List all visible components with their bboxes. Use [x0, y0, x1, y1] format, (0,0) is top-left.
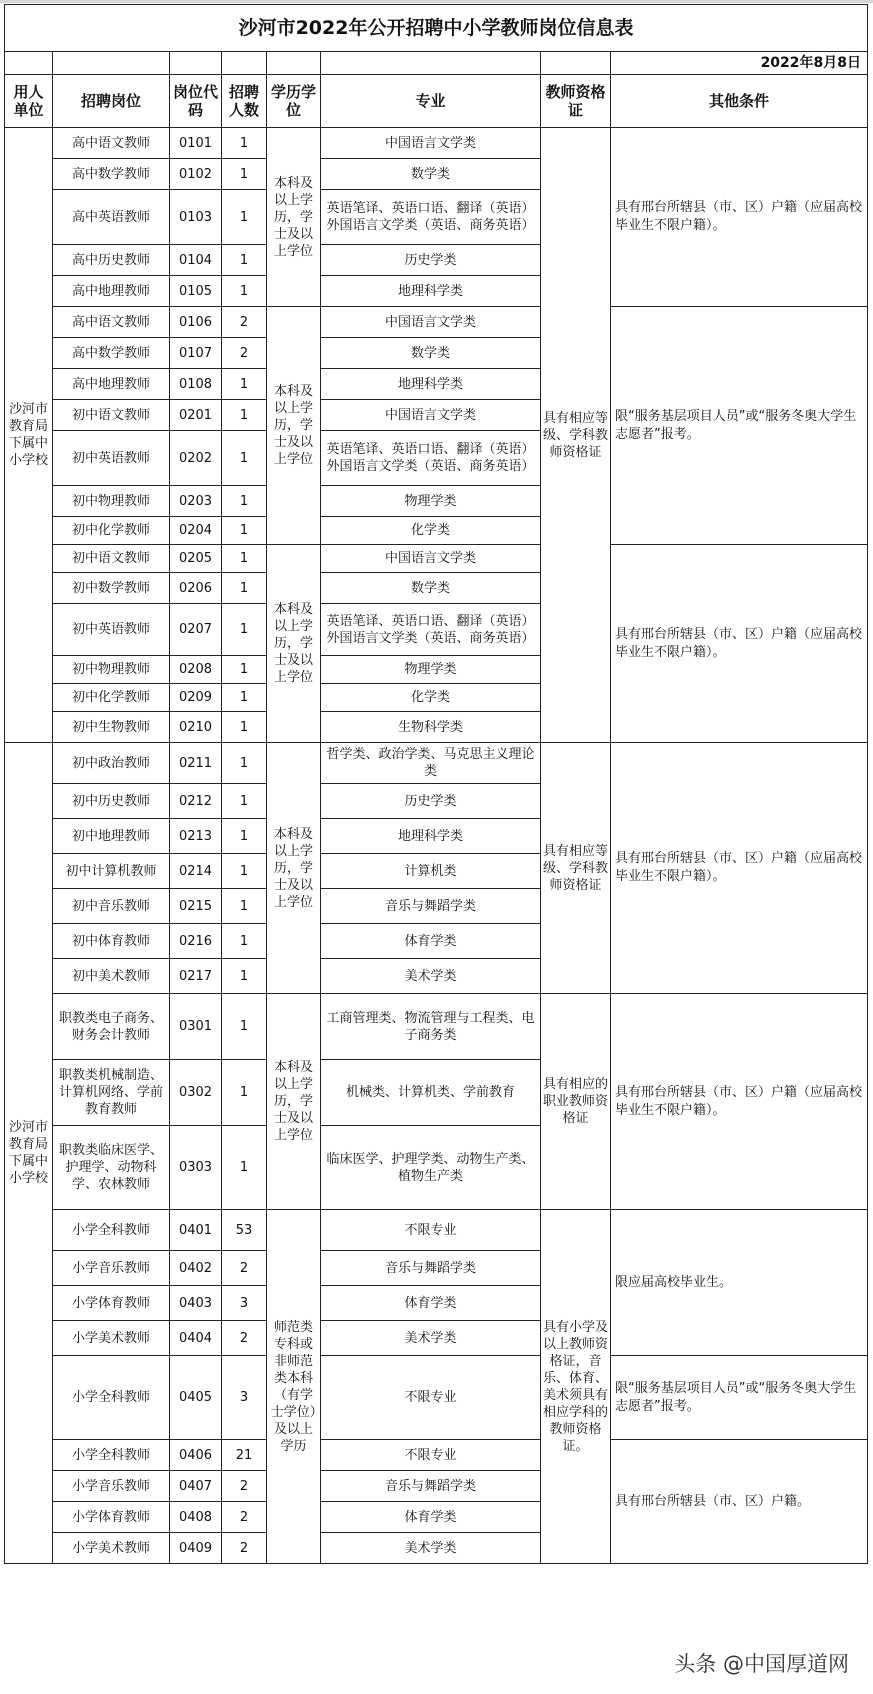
count-cell: 1 — [222, 819, 267, 854]
count-cell: 1 — [222, 276, 267, 307]
table-row — [5, 545, 868, 573]
position-cell: 高中历史教师 — [53, 245, 170, 276]
position-cell: 小学体育教师 — [53, 1286, 170, 1321]
major-cell: 中国语言文学类 — [321, 545, 541, 573]
major-cell: 美术学类 — [321, 1533, 541, 1564]
education-cell: 本科及以上学历，学士及以上学位 — [267, 128, 321, 307]
position-cell: 职教类机械制造、计算机网络、学前教育教师 — [53, 1060, 170, 1126]
code-cell: 0302 — [170, 1060, 222, 1126]
condition-cell: 限“服务基层项目人员”或“服务冬奥大学生志愿者”报考。 — [611, 307, 868, 545]
code-cell: 0401 — [170, 1210, 222, 1251]
count-cell: 2 — [222, 1533, 267, 1564]
major-cell: 地理科学类 — [321, 819, 541, 854]
code-cell: 0402 — [170, 1251, 222, 1286]
major-cell: 数学类 — [321, 573, 541, 604]
code-cell: 0203 — [170, 486, 222, 517]
major-cell: 地理科学类 — [321, 369, 541, 400]
count-cell: 1 — [222, 486, 267, 517]
position-cell: 初中语文教师 — [53, 400, 170, 431]
education-cell: 本科及以上学历，学士及以上学位 — [267, 994, 321, 1210]
position-cell: 初中语文教师 — [53, 545, 170, 573]
major-cell: 不限专业 — [321, 1356, 541, 1440]
code-cell: 0215 — [170, 889, 222, 924]
position-cell: 高中英语教师 — [53, 190, 170, 245]
position-cell: 初中英语教师 — [53, 431, 170, 486]
position-cell: 初中物理教师 — [53, 656, 170, 684]
position-cell: 初中政治教师 — [53, 743, 170, 784]
count-cell: 2 — [222, 1502, 267, 1533]
header-education: 学历学位 — [267, 75, 321, 128]
major-cell: 哲学类、政治学类、马克思主义理论类 — [321, 743, 541, 784]
code-cell: 0216 — [170, 924, 222, 959]
major-cell: 历史学类 — [321, 245, 541, 276]
position-cell: 初中地理教师 — [53, 819, 170, 854]
condition-cell: 具有邢台所辖县（市、区）户籍。 — [611, 1440, 868, 1564]
header-unit: 用人单位 — [5, 75, 53, 128]
count-cell: 1 — [222, 1126, 267, 1210]
code-cell: 0403 — [170, 1286, 222, 1321]
blank-cell — [267, 52, 321, 75]
count-cell: 1 — [222, 545, 267, 573]
major-cell: 英语笔译、英语口语、翻译（英语）外国语言文学类（英语、商务英语） — [321, 190, 541, 245]
code-cell: 0208 — [170, 656, 222, 684]
code-cell: 0409 — [170, 1533, 222, 1564]
recruitment-table — [4, 4, 868, 1564]
major-cell: 美术学类 — [321, 1321, 541, 1356]
position-cell: 初中英语教师 — [53, 604, 170, 656]
blank-cell — [5, 52, 53, 75]
major-cell: 中国语言文学类 — [321, 128, 541, 159]
header-major: 专业 — [321, 75, 541, 128]
count-cell: 1 — [222, 245, 267, 276]
certificate-cell: 具有相应的职业教师资格证 — [541, 994, 611, 1210]
position-cell: 职教类临床医学、护理学、动物科学、农林教师 — [53, 1126, 170, 1210]
position-cell: 初中体育教师 — [53, 924, 170, 959]
major-cell: 英语笔译、英语口语、翻译（英语）外国语言文学类（英语、商务英语） — [321, 431, 541, 486]
code-cell: 0211 — [170, 743, 222, 784]
position-cell: 初中历史教师 — [53, 784, 170, 819]
code-cell: 0213 — [170, 819, 222, 854]
major-cell: 体育学类 — [321, 1286, 541, 1321]
position-cell: 小学音乐教师 — [53, 1471, 170, 1502]
major-cell: 生物科学类 — [321, 712, 541, 743]
publish-date: 2022年8月8日 — [611, 52, 868, 75]
count-cell: 3 — [222, 1356, 267, 1440]
position-cell: 高中数学教师 — [53, 338, 170, 369]
position-cell: 初中数学教师 — [53, 573, 170, 604]
major-cell: 化学类 — [321, 684, 541, 712]
count-cell: 1 — [222, 159, 267, 190]
position-cell: 初中美术教师 — [53, 959, 170, 994]
code-cell: 0102 — [170, 159, 222, 190]
major-cell: 不限专业 — [321, 1210, 541, 1251]
condition-cell: 具有邢台所辖县（市、区）户籍（应届高校毕业生不限户籍）。 — [611, 994, 868, 1210]
count-cell: 2 — [222, 1321, 267, 1356]
major-cell: 物理学类 — [321, 656, 541, 684]
major-cell: 数学类 — [321, 338, 541, 369]
table-header-row — [5, 75, 868, 128]
code-cell: 0104 — [170, 245, 222, 276]
code-cell: 0205 — [170, 545, 222, 573]
major-cell: 化学类 — [321, 517, 541, 545]
major-cell: 计算机类 — [321, 854, 541, 889]
condition-cell: 限“服务基层项目人员”或“服务冬奥大学生志愿者”报考。 — [611, 1356, 868, 1440]
page-title: 沙河市2022年公开招聘中小学教师岗位信息表 — [5, 5, 868, 52]
position-cell: 高中语文教师 — [53, 128, 170, 159]
major-cell: 英语笔译、英语口语、翻译（英语）外国语言文学类（英语、商务英语） — [321, 604, 541, 656]
code-cell: 0214 — [170, 854, 222, 889]
count-cell: 2 — [222, 307, 267, 338]
count-cell: 1 — [222, 604, 267, 656]
major-cell: 地理科学类 — [321, 276, 541, 307]
count-cell: 1 — [222, 784, 267, 819]
count-cell: 2 — [222, 1471, 267, 1502]
condition-cell: 具有邢台所辖县（市、区）户籍（应届高校毕业生不限户籍）。 — [611, 128, 868, 307]
count-cell: 21 — [222, 1440, 267, 1471]
count-cell: 1 — [222, 400, 267, 431]
major-cell: 音乐与舞蹈学类 — [321, 1471, 541, 1502]
code-cell: 0206 — [170, 573, 222, 604]
count-cell: 1 — [222, 924, 267, 959]
condition-cell: 限应届高校毕业生。 — [611, 1210, 868, 1356]
table-row — [5, 994, 868, 1060]
count-cell: 1 — [222, 128, 267, 159]
major-cell: 临床医学、护理学类、动物生产类、植物生产类 — [321, 1126, 541, 1210]
position-cell: 初中物理教师 — [53, 486, 170, 517]
position-cell: 初中生物教师 — [53, 712, 170, 743]
count-cell: 1 — [222, 994, 267, 1060]
position-cell: 小学全科教师 — [53, 1356, 170, 1440]
major-cell: 历史学类 — [321, 784, 541, 819]
count-cell: 1 — [222, 431, 267, 486]
position-cell: 初中化学教师 — [53, 517, 170, 545]
blank-cell — [541, 52, 611, 75]
education-cell: 师范类专科或非师范类本科（有学士学位）及以上学历 — [267, 1210, 321, 1564]
position-cell: 小学全科教师 — [53, 1210, 170, 1251]
header-certificate: 教师资格证 — [541, 75, 611, 128]
table-row — [5, 1210, 868, 1251]
position-cell: 职教类电子商务、财务会计教师 — [53, 994, 170, 1060]
education-cell: 本科及以上学历，学士及以上学位 — [267, 743, 321, 994]
major-cell: 体育学类 — [321, 1502, 541, 1533]
blank-cell — [321, 52, 541, 75]
count-cell: 1 — [222, 743, 267, 784]
position-cell: 小学体育教师 — [53, 1502, 170, 1533]
top-border — [0, 0, 873, 3]
code-cell: 0103 — [170, 190, 222, 245]
position-cell: 小学美术教师 — [53, 1321, 170, 1356]
position-cell: 初中音乐教师 — [53, 889, 170, 924]
code-cell: 0217 — [170, 959, 222, 994]
condition-cell: 具有邢台所辖县（市、区）户籍（应届高校毕业生不限户籍）。 — [611, 545, 868, 743]
count-cell: 1 — [222, 712, 267, 743]
header-code: 岗位代码 — [170, 75, 222, 128]
condition-cell: 具有邢台所辖县（市、区）户籍（应届高校毕业生不限户籍）。 — [611, 743, 868, 994]
header-count: 招聘人数 — [222, 75, 267, 128]
table-row — [5, 1440, 868, 1471]
certificate-cell: 具有相应等级、学科教师资格证 — [541, 128, 611, 743]
code-cell: 0405 — [170, 1356, 222, 1440]
code-cell: 0201 — [170, 400, 222, 431]
position-cell: 小学音乐教师 — [53, 1251, 170, 1286]
count-cell: 1 — [222, 656, 267, 684]
count-cell: 1 — [222, 369, 267, 400]
major-cell: 不限专业 — [321, 1440, 541, 1471]
count-cell: 1 — [222, 1060, 267, 1126]
major-cell: 数学类 — [321, 159, 541, 190]
count-cell: 2 — [222, 338, 267, 369]
table-row — [5, 1356, 868, 1440]
code-cell: 0202 — [170, 431, 222, 486]
major-cell: 音乐与舞蹈学类 — [321, 889, 541, 924]
count-cell: 1 — [222, 517, 267, 545]
header-other: 其他条件 — [611, 75, 868, 128]
table-row — [5, 307, 868, 338]
code-cell: 0303 — [170, 1126, 222, 1210]
count-cell: 1 — [222, 889, 267, 924]
employer-unit: 沙河市教育局下属中小学校 — [5, 128, 53, 743]
table-row — [5, 743, 868, 784]
major-cell: 工商管理类、物流管理与工程类、电子商务类 — [321, 994, 541, 1060]
certificate-cell: 具有小学及以上教师资格证，音乐、体育、美术须具有相应学科的教师资格证。 — [541, 1210, 611, 1564]
count-cell: 53 — [222, 1210, 267, 1251]
table-row — [5, 128, 868, 159]
count-cell: 3 — [222, 1286, 267, 1321]
major-cell: 机械类、计算机类、学前教育 — [321, 1060, 541, 1126]
code-cell: 0108 — [170, 369, 222, 400]
position-cell: 高中地理教师 — [53, 369, 170, 400]
code-cell: 0207 — [170, 604, 222, 656]
code-cell: 0204 — [170, 517, 222, 545]
major-cell: 美术学类 — [321, 959, 541, 994]
recruitment-table-frame — [4, 4, 867, 1564]
position-cell: 小学全科教师 — [53, 1440, 170, 1471]
position-cell: 小学美术教师 — [53, 1533, 170, 1564]
blank-cell — [170, 52, 222, 75]
blank-cell — [53, 52, 170, 75]
code-cell: 0101 — [170, 128, 222, 159]
count-cell: 1 — [222, 573, 267, 604]
code-cell: 0107 — [170, 338, 222, 369]
blank-cell — [222, 52, 267, 75]
position-cell: 初中计算机教师 — [53, 854, 170, 889]
position-cell: 初中化学教师 — [53, 684, 170, 712]
certificate-cell: 具有相应等级、学科教师资格证 — [541, 743, 611, 994]
major-cell: 物理学类 — [321, 486, 541, 517]
code-cell: 0105 — [170, 276, 222, 307]
major-cell: 中国语言文学类 — [321, 307, 541, 338]
code-cell: 0404 — [170, 1321, 222, 1356]
code-cell: 0406 — [170, 1440, 222, 1471]
count-cell: 2 — [222, 1251, 267, 1286]
major-cell: 体育学类 — [321, 924, 541, 959]
code-cell: 0209 — [170, 684, 222, 712]
code-cell: 0210 — [170, 712, 222, 743]
count-cell: 1 — [222, 684, 267, 712]
position-cell: 高中语文教师 — [53, 307, 170, 338]
code-cell: 0106 — [170, 307, 222, 338]
education-cell: 本科及以上学历，学士及以上学位 — [267, 307, 321, 545]
employer-unit: 沙河市教育局下属中小学校 — [5, 743, 53, 1564]
code-cell: 0301 — [170, 994, 222, 1060]
count-cell: 1 — [222, 959, 267, 994]
code-cell: 0408 — [170, 1502, 222, 1533]
code-cell: 0407 — [170, 1471, 222, 1502]
major-cell: 中国语言文学类 — [321, 400, 541, 431]
major-cell: 音乐与舞蹈学类 — [321, 1251, 541, 1286]
education-cell: 本科及以上学历，学士及以上学位 — [267, 545, 321, 743]
position-cell: 高中数学教师 — [53, 159, 170, 190]
header-position: 招聘岗位 — [53, 75, 170, 128]
watermark: 头条 @中国厚道网 — [670, 1646, 853, 1680]
count-cell: 1 — [222, 190, 267, 245]
code-cell: 0212 — [170, 784, 222, 819]
position-cell: 高中地理教师 — [53, 276, 170, 307]
count-cell: 1 — [222, 854, 267, 889]
